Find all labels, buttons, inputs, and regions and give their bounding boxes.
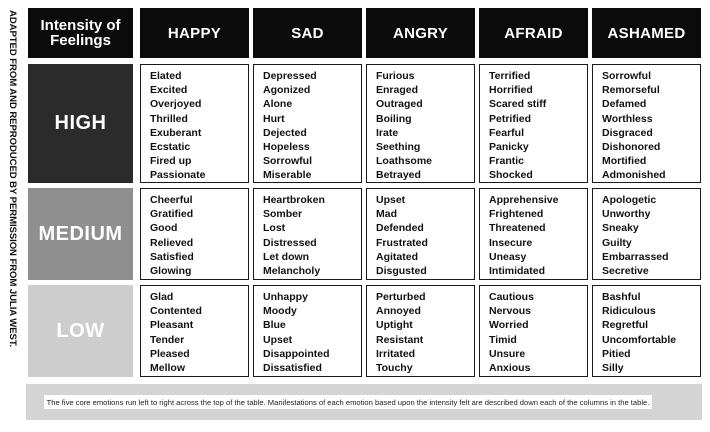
feeling-word: Insecure: [489, 236, 533, 249]
feeling-word: Thrilled: [150, 112, 188, 125]
feeling-word: Uncomfortable: [602, 333, 677, 346]
feeling-word: Blue: [263, 319, 286, 332]
feeling-word: Disgraced: [602, 126, 653, 139]
feeling-word: Regretful: [602, 319, 649, 332]
feeling-word: Touchy: [376, 362, 413, 375]
feeling-word: Annoyed: [376, 305, 421, 318]
feeling-word: Resistant: [376, 333, 424, 346]
intensity-level-high: HIGH: [28, 64, 133, 183]
feelings-cell-high-happy: [140, 64, 249, 183]
feeling-word: Outraged: [376, 98, 423, 111]
feeling-word: Secretive: [602, 265, 649, 278]
feeling-word: Embarrassed: [602, 250, 669, 263]
feelings-cell-low-afraid: [479, 285, 588, 377]
feeling-word: Distressed: [263, 236, 317, 249]
feeling-word: Pleasant: [150, 319, 194, 332]
feeling-word: Unsure: [489, 347, 526, 360]
feeling-word: Depressed: [263, 70, 317, 82]
feeling-word: Disappointed: [263, 347, 330, 360]
feeling-word: Excited: [150, 84, 188, 97]
feeling-word: Petrified: [489, 112, 532, 125]
feeling-word: Fired up: [150, 155, 192, 168]
feeling-word: Enraged: [376, 84, 419, 97]
feelings-cell-low-ashamed: [592, 285, 701, 377]
feeling-word: Let down: [263, 250, 310, 263]
feeling-word: Agonized: [263, 84, 311, 97]
feeling-word: Fearful: [489, 126, 525, 139]
feelings-cell-medium-sad: [253, 188, 362, 280]
feeling-word: Panicky: [489, 141, 529, 154]
feeling-word: Admonished: [602, 169, 666, 182]
feeling-word: Relieved: [150, 236, 194, 249]
feeling-word: Mortified: [602, 155, 647, 168]
feeling-word: Moody: [263, 305, 297, 318]
feeling-word: Pitied: [602, 347, 631, 360]
feeling-word: Timid: [489, 333, 517, 346]
feeling-word: Miserable: [263, 169, 312, 182]
feeling-word: Pleased: [150, 347, 190, 360]
feeling-word: Guilty: [602, 236, 632, 249]
feeling-word: Dissatisfied: [263, 362, 322, 375]
intensity-level-medium: MEDIUM: [28, 188, 133, 280]
feeling-word: Hurt: [263, 112, 285, 125]
feeling-word: Furious: [376, 70, 415, 82]
intensity-level-low: LOW: [28, 285, 133, 377]
feeling-word: Agitated: [376, 250, 418, 263]
feeling-word: Disgusted: [376, 265, 427, 278]
feeling-word: Cautious: [489, 291, 534, 303]
feeling-word: Hopeless: [263, 141, 310, 154]
feeling-word: Good: [150, 222, 178, 235]
feeling-word: Upset: [263, 333, 293, 346]
feeling-word: Glad: [150, 291, 174, 303]
feeling-word: Overjoyed: [150, 98, 202, 111]
feeling-word: Unworthy: [602, 208, 651, 221]
feelings-cell-high-angry: [366, 64, 475, 183]
feeling-word: Passionate: [150, 169, 206, 182]
feelings-cell-high-afraid: [479, 64, 588, 183]
feelings-table: [26, 8, 702, 378]
feeling-word: Mad: [376, 208, 397, 221]
feeling-word: Remorseful: [602, 84, 660, 97]
emotion-header-sad: SAD: [253, 8, 362, 58]
feeling-word: Boiling: [376, 112, 412, 125]
feeling-word: Dejected: [263, 126, 307, 139]
feelings-cell-low-sad: [253, 285, 362, 377]
feeling-word: Terrified: [489, 70, 531, 82]
feeling-word: Silly: [602, 362, 624, 375]
footer-band: [26, 384, 702, 420]
feeling-word: Nervous: [489, 305, 532, 318]
feeling-word: Elated: [150, 70, 182, 82]
feeling-word: Gratified: [150, 208, 194, 221]
feeling-word: Worthless: [602, 112, 653, 125]
feeling-word: Tender: [150, 333, 185, 346]
feeling-word: Irritated: [376, 347, 416, 360]
feelings-cell-medium-happy: [140, 188, 249, 280]
feeling-word: Ridiculous: [602, 305, 656, 318]
feeling-word: Shocked: [489, 169, 533, 182]
feelings-cell-high-ashamed: [592, 64, 701, 183]
emotion-header-afraid: AFRAID: [479, 8, 588, 58]
feeling-word: Perturbed: [376, 291, 426, 303]
emotion-header-happy: HAPPY: [140, 8, 249, 58]
feeling-word: Uneasy: [489, 250, 527, 263]
feeling-word: Unhappy: [263, 291, 308, 303]
feeling-word: Heartbroken: [263, 194, 325, 206]
intensity-header-cell: Intensity of Feelings: [28, 8, 133, 58]
feeling-word: Bashful: [602, 291, 641, 303]
feeling-word: Apprehensive: [489, 194, 559, 206]
feeling-word: Exuberant: [150, 126, 202, 139]
feeling-word: Loathsome: [376, 155, 433, 168]
feeling-word: Frantic: [489, 155, 525, 168]
emotion-header-angry: ANGRY: [366, 8, 475, 58]
feeling-word: Intimidated: [489, 265, 546, 278]
feeling-word: Sorrowful: [602, 70, 651, 82]
feeling-word: Threatened: [489, 222, 546, 235]
attribution-note: ADAPTED FROM AND REPRODUCED BY PERMISSION FROM JULIA WEST.: [7, 10, 18, 348]
emotion-header-ashamed: ASHAMED: [592, 8, 701, 58]
feeling-word: Betrayed: [376, 169, 421, 182]
feeling-word: Alone: [263, 98, 293, 111]
feeling-word: Worried: [489, 319, 529, 332]
feeling-word: Cheerful: [150, 194, 193, 206]
feeling-word: Scared stiff: [489, 98, 547, 111]
feeling-word: Lost: [263, 222, 286, 235]
feeling-word: Contented: [150, 305, 202, 318]
feeling-word: Sorrowful: [263, 155, 312, 168]
feeling-word: Irate: [376, 126, 399, 139]
feeling-word: Ecstatic: [150, 141, 191, 154]
feeling-word: Satisfied: [150, 250, 194, 263]
feeling-word: Horrified: [489, 84, 533, 97]
feeling-word: Mellow: [150, 362, 186, 375]
feeling-word: Anxious: [489, 362, 531, 375]
feeling-word: Seething: [376, 141, 421, 154]
footer-note: The five core emotions run left to right across the top of the table. Manifestations of each emotion based upon the intensity felt are described down each of the columns in the table.: [44, 395, 652, 409]
feelings-cell-low-angry: [366, 285, 475, 377]
feeling-word: Defamed: [602, 98, 647, 111]
feeling-word: Upset: [376, 194, 406, 206]
feeling-word: Glowing: [150, 265, 192, 278]
feeling-word: Uptight: [376, 319, 413, 332]
feelings-cell-medium-ashamed: [592, 188, 701, 280]
feelings-cell-high-sad: [253, 64, 362, 183]
feelings-cell-medium-afraid: [479, 188, 588, 280]
feelings-cell-low-happy: [140, 285, 249, 377]
feeling-word: Dishonored: [602, 141, 661, 154]
feeling-word: Apologetic: [602, 194, 657, 206]
feeling-word: Frustrated: [376, 236, 428, 249]
feeling-word: Frightened: [489, 208, 544, 221]
feeling-word: Sneaky: [602, 222, 639, 235]
feeling-word: Somber: [263, 208, 303, 221]
feeling-word: Melancholy: [263, 265, 321, 278]
feeling-word: Defended: [376, 222, 424, 235]
feelings-cell-medium-angry: [366, 188, 475, 280]
